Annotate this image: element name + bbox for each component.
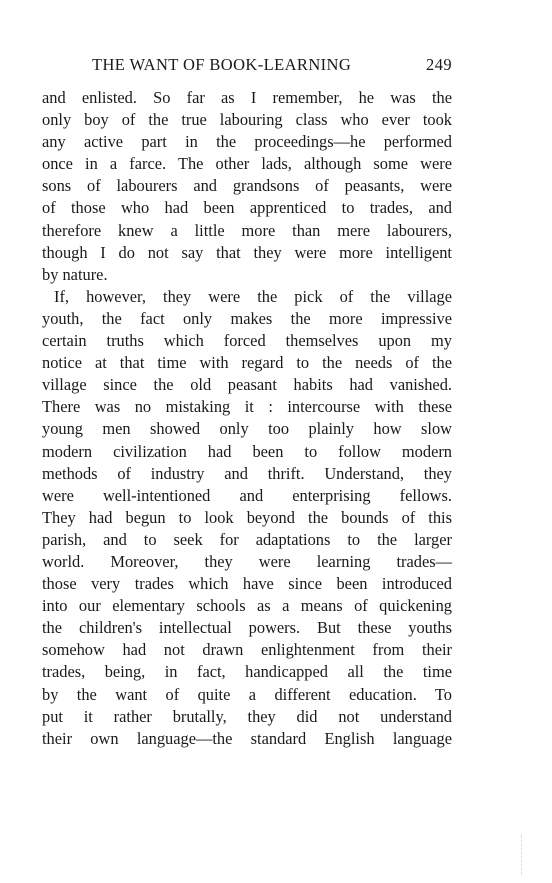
text-line: certain truths which forced themselves upon my [42, 331, 452, 351]
text-line: only boy of the true labouring class who ever took [42, 110, 452, 130]
scan-edge-mark [521, 835, 523, 875]
text-line: into our elementary schools as a means of quickening [42, 596, 452, 616]
text-line: methods of industry and thrift. Understand, they [42, 463, 452, 483]
text-line: young men showed only too plainly how slow [42, 419, 452, 439]
text-line: trades, being, in fact, handicapped all the time [42, 662, 452, 682]
text-line: were well-intentioned and enterprising fellows. [42, 485, 452, 505]
page-number: 249 [426, 55, 452, 74]
text-line: There was no mistaking it : intercourse with these [42, 397, 452, 417]
text-line: somehow had not drawn enlightenment from their [42, 640, 452, 660]
text-line: youth, the fact only makes the more impressive [42, 308, 452, 328]
text-line: put it rather brutally, they did not understand [42, 706, 452, 726]
text-line: village since the old peasant habits had vanished. [42, 375, 452, 395]
text-line: of those who had been apprenticed to trades, and [42, 198, 452, 218]
text-line: world. Moreover, they were learning trades— [42, 551, 452, 571]
text-line: modern civilization had been to follow modern [42, 441, 452, 461]
text-line: any active part in the proceedings—he performed [42, 132, 452, 152]
text-line: by the want of quite a different education. To [42, 684, 452, 704]
text-line: their own language—the standard English language [42, 728, 452, 748]
text-line: They had begun to look beyond the bounds of this [42, 507, 452, 527]
text-line: though I do not say that they were more intelligent [42, 242, 452, 262]
text-line: therefore knew a little more than mere labourers, [42, 220, 452, 240]
text-line: parish, and to seek for adaptations to the larger [42, 529, 452, 549]
text-line: by nature. [42, 264, 108, 284]
paragraph-start-line: If, however, they were the pick of the village [54, 286, 452, 306]
text-line: sons of labourers and grandsons of peasants, were [42, 176, 452, 196]
running-title: THE WANT OF BOOK-LEARNING [92, 55, 352, 74]
text-line: the children's intellectual powers. But these youths [42, 618, 452, 638]
body-text [42, 87, 452, 750]
running-head [92, 55, 452, 79]
text-line: once in a farce. The other lads, although some were [42, 154, 452, 174]
text-line: and enlisted. So far as I remember, he was the [42, 88, 452, 107]
text-line: those very trades which have since been introduced [42, 574, 452, 594]
text-line: notice at that time with regard to the needs of the [42, 353, 452, 373]
